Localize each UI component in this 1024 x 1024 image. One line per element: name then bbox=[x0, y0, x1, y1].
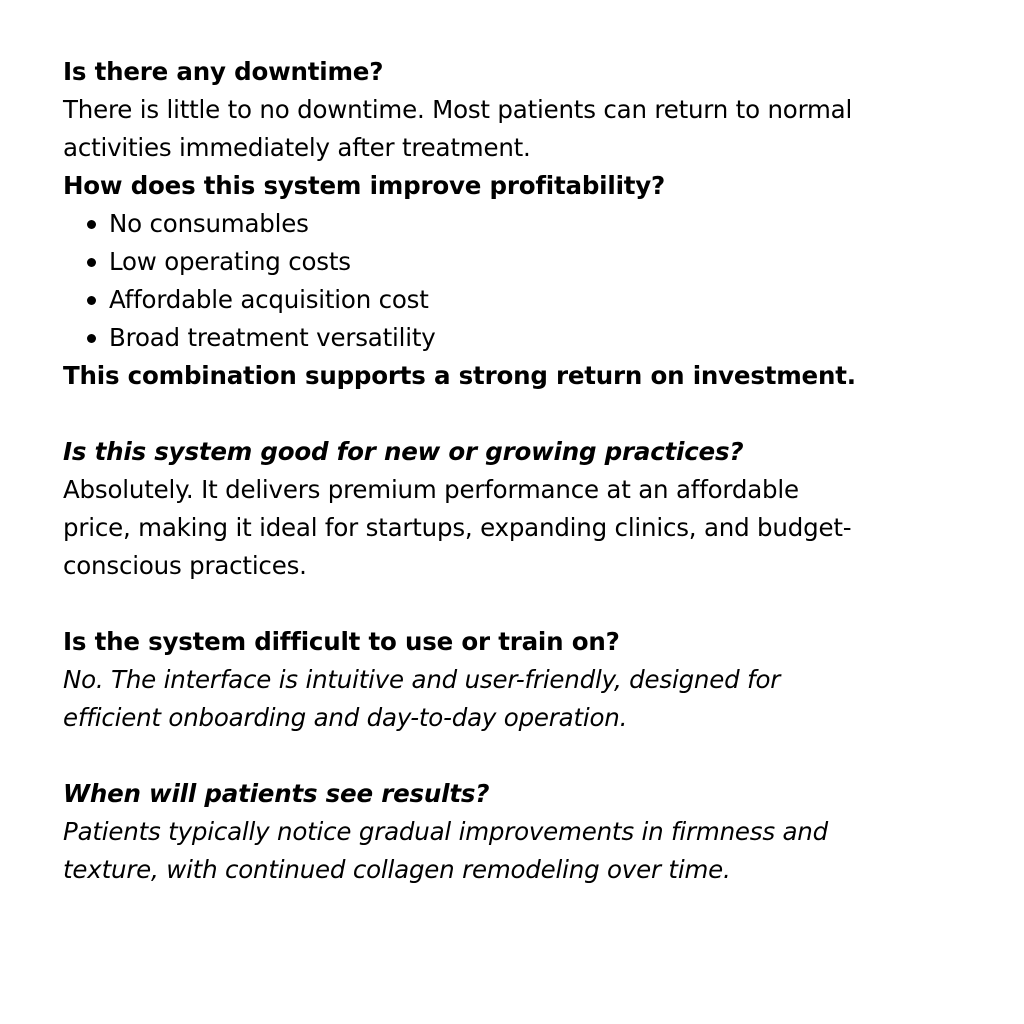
bullet-dot-icon bbox=[87, 296, 96, 305]
bullet-text: Broad treatment versatility bbox=[109, 323, 436, 352]
faq-answer-line: price, making it ideal for startups, expanding clinics, and budget- bbox=[63, 513, 852, 542]
faq-answer-line: No. The interface is intuitive and user-friendly, designed for bbox=[63, 665, 781, 694]
faq-answer-line: texture, with continued collagen remodeling over time. bbox=[63, 855, 731, 884]
faq-answer-line: conscious practices. bbox=[63, 551, 307, 580]
faq-answer-line: efficient onboarding and day-to-day operation. bbox=[63, 703, 628, 732]
spacer bbox=[63, 585, 974, 623]
bullet-text: Affordable acquisition cost bbox=[109, 285, 429, 314]
bullet-text: No consumables bbox=[109, 209, 309, 238]
bullet-dot-icon bbox=[87, 258, 96, 267]
bullet-dot-icon bbox=[87, 334, 96, 343]
spacer bbox=[63, 737, 974, 775]
bullet-item bbox=[63, 281, 974, 319]
profitability-conclusion: This combination supports a strong return on investment. bbox=[63, 361, 856, 390]
spacer bbox=[63, 395, 974, 433]
faq-question-new-practices: Is this system good for new or growing practices? bbox=[63, 437, 744, 466]
faq-answer-line: Patients typically notice gradual improvements in firmness and bbox=[63, 817, 828, 846]
profitability-bullet-list bbox=[63, 205, 974, 357]
faq-question-downtime: Is there any downtime? bbox=[63, 57, 384, 86]
faq-question-results: When will patients see results? bbox=[63, 779, 490, 808]
bullet-text: Low operating costs bbox=[109, 247, 351, 276]
faq-answer-line: Absolutely. It delivers premium performance at an affordable bbox=[63, 475, 799, 504]
bullet-item bbox=[63, 243, 974, 281]
bullet-dot-icon bbox=[87, 220, 96, 229]
faq-question-ease-of-use: Is the system difficult to use or train on? bbox=[63, 627, 620, 656]
bullet-item bbox=[63, 205, 974, 243]
bullet-item bbox=[63, 319, 974, 357]
faq-answer-line: activities immediately after treatment. bbox=[63, 133, 531, 162]
faq-answer-line: There is little to no downtime. Most patients can return to normal bbox=[63, 95, 853, 124]
faq-question-profitability: How does this system improve profitability? bbox=[63, 171, 666, 200]
